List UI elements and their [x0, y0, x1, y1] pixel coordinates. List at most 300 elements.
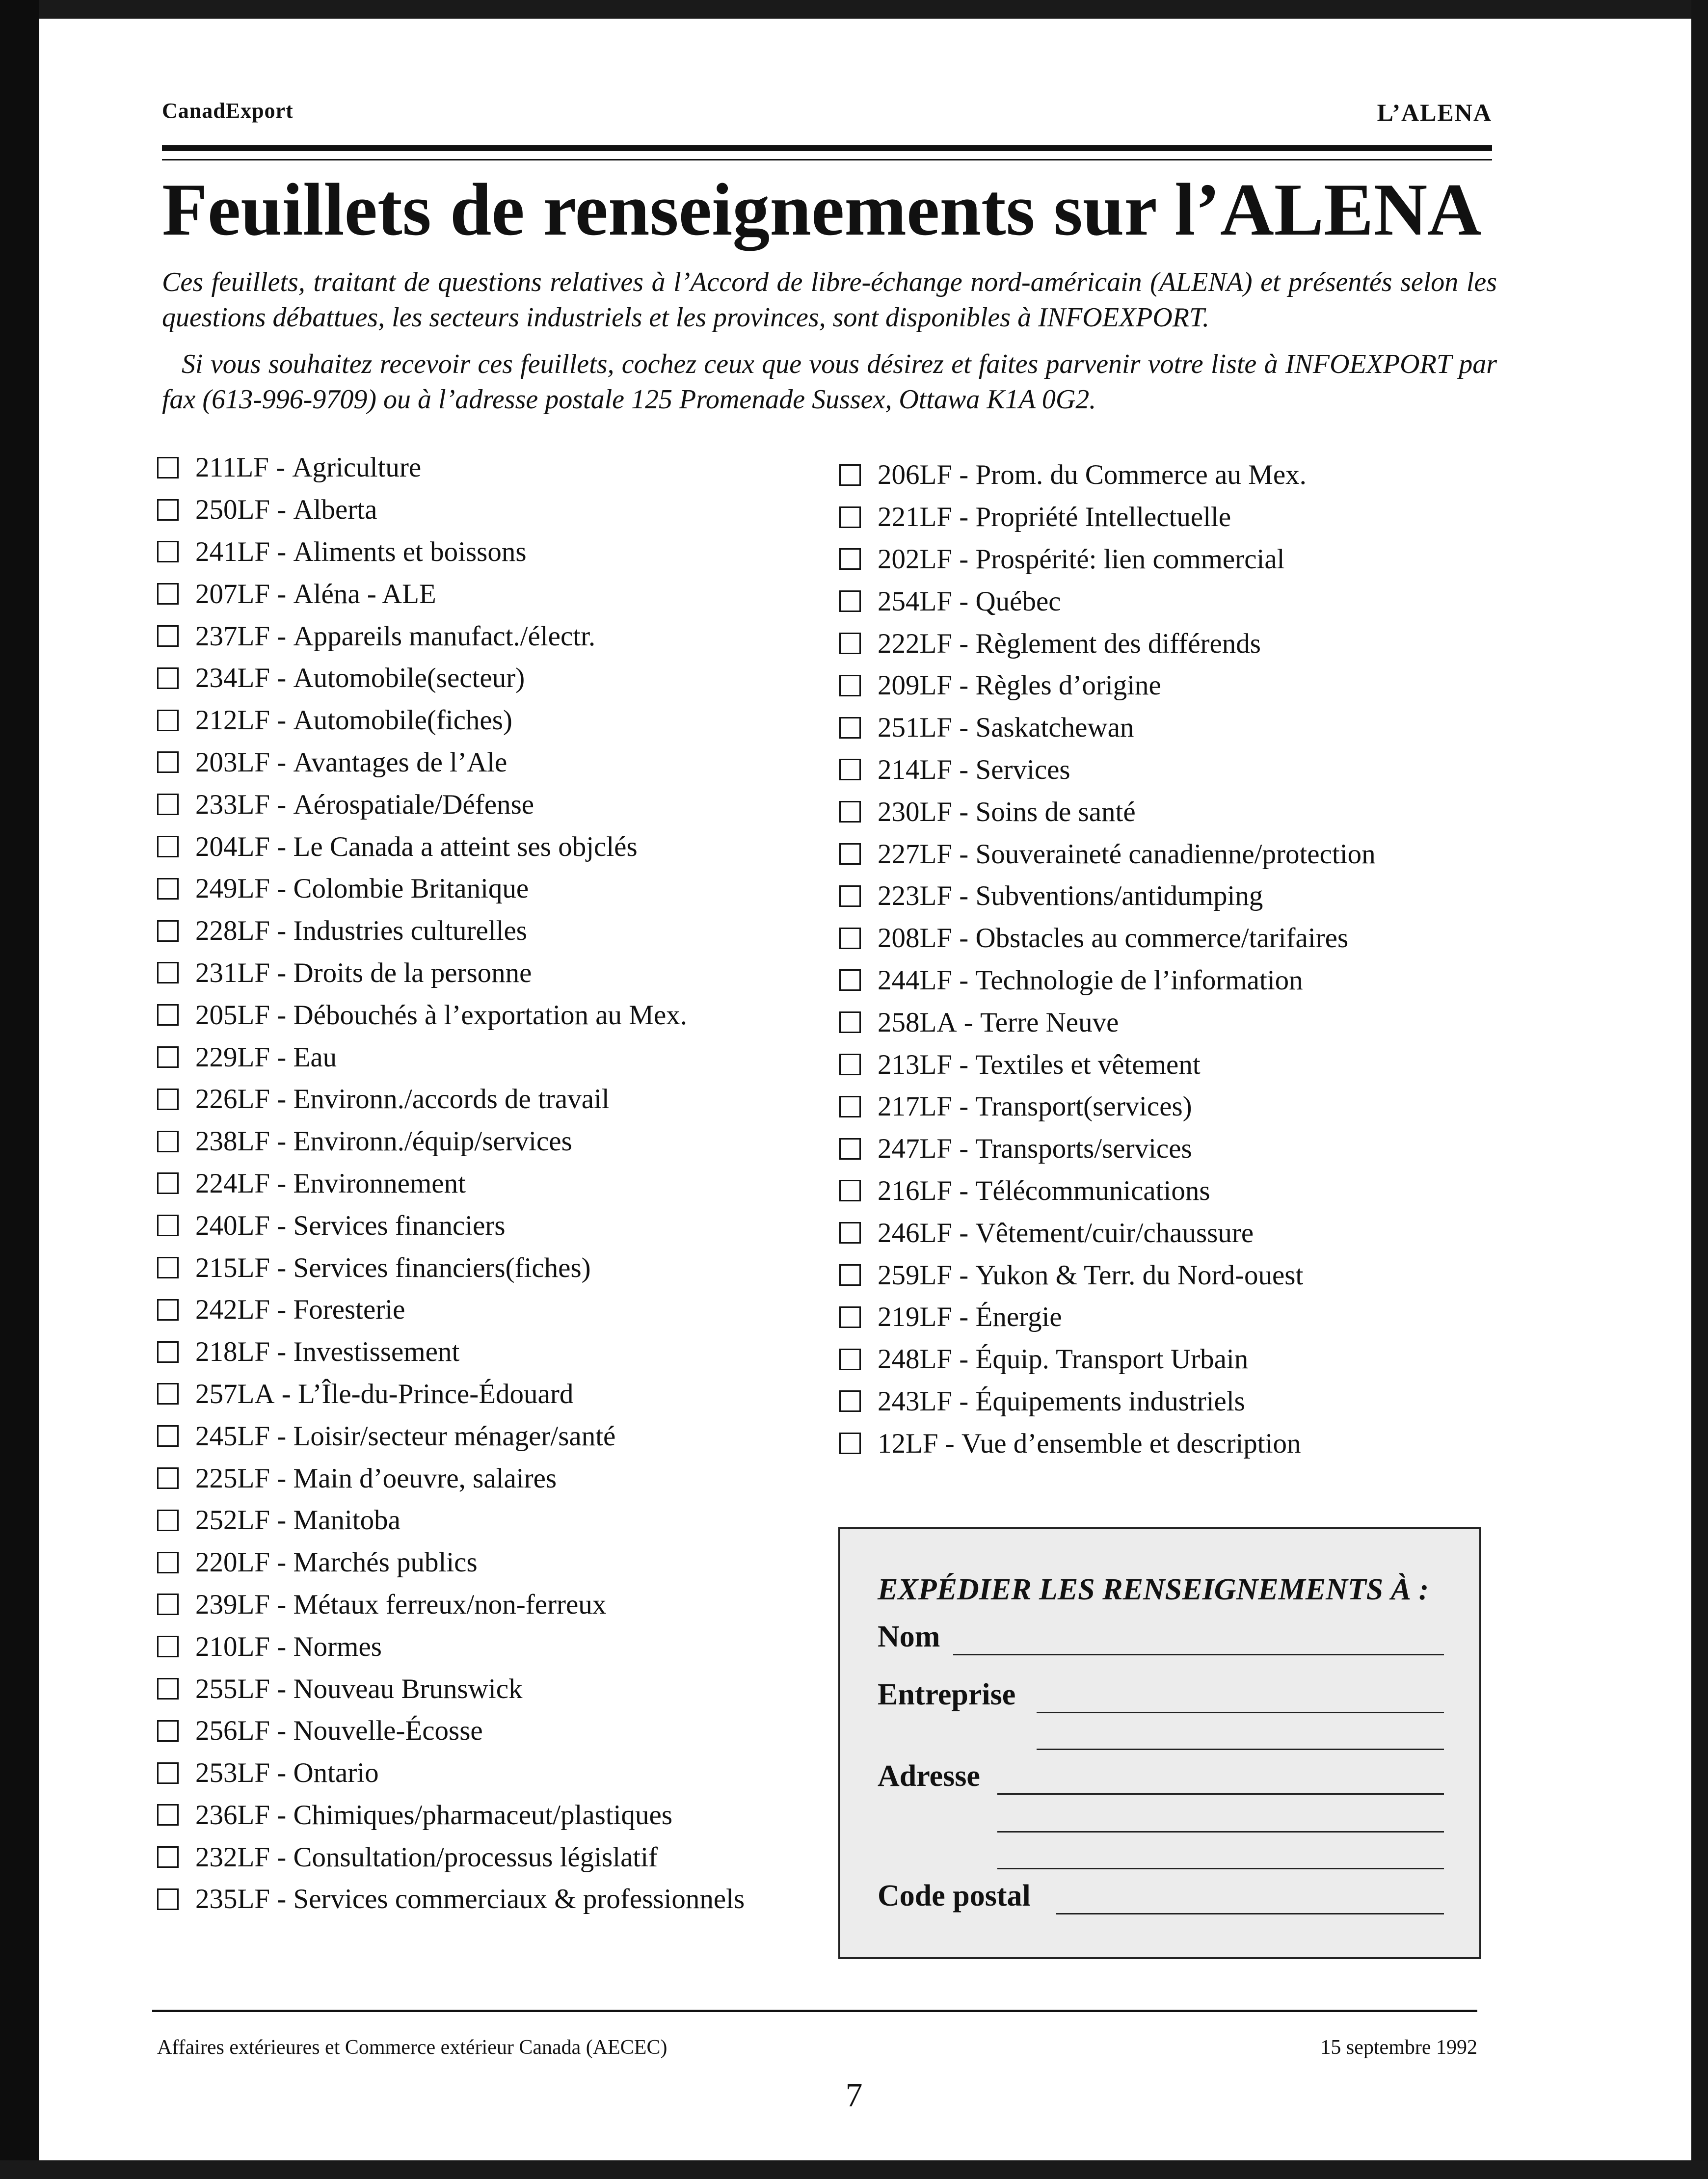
separator: - [957, 1007, 980, 1038]
fact-sheet-label: Soins de santé [975, 796, 1136, 827]
fact-sheet-code: 218LF [195, 1336, 270, 1368]
fact-sheet-label: Aléna - ALE [293, 578, 436, 610]
separator: - [952, 1259, 976, 1291]
fact-sheet-item [839, 496, 1376, 538]
fact-sheet-label: Subventions/antidumping [975, 880, 1263, 912]
fact-sheet-label: Automobile(fiches) [293, 705, 512, 736]
fact-sheet-code: 240LF [195, 1210, 270, 1241]
fact-sheet-code: 245LF [195, 1420, 270, 1452]
fact-sheet-label: Vêtement/cuir/chaussure [975, 1217, 1254, 1249]
checkbox[interactable] [839, 801, 861, 823]
fact-sheet-code: 216LF [878, 1175, 953, 1206]
page-number: 7 [845, 2076, 863, 2114]
fact-sheet-code: 217LF [878, 1091, 953, 1122]
page-title: Feuillets de renseignements sur l’ALENA [162, 168, 1482, 251]
checkbox[interactable] [839, 759, 861, 780]
separator: - [270, 1631, 294, 1662]
fact-sheet-label: Agriculture [292, 452, 422, 483]
fact-sheet-item [839, 1422, 1376, 1464]
checkbox[interactable] [839, 1054, 861, 1075]
separator: - [270, 663, 294, 694]
fact-sheet-code: 235LF [195, 1884, 270, 1915]
fact-sheet-label: Investissement [293, 1336, 460, 1368]
postal-code-field[interactable] [1056, 1913, 1444, 1914]
fact-sheet-item [157, 1247, 745, 1289]
separator: - [952, 754, 976, 785]
fact-sheet-item [157, 868, 745, 910]
checkbox[interactable] [839, 843, 861, 865]
fact-sheet-code: 241LF [195, 536, 270, 567]
separator: - [270, 1462, 294, 1494]
fact-sheet-label: Colombie Britanique [293, 873, 529, 904]
checkbox[interactable] [157, 583, 179, 605]
publication-name: CanadExport [162, 99, 294, 123]
fact-sheet-code: 212LF [195, 705, 270, 736]
fact-sheet-label: Services financiers(fiches) [293, 1252, 591, 1283]
fact-sheet-item [157, 1878, 745, 1920]
fact-sheet-code: 227LF [878, 838, 953, 870]
separator: - [952, 543, 976, 575]
fact-sheet-label: Équip. Transport Urbain [975, 1344, 1249, 1375]
fact-sheet-item [839, 1381, 1376, 1423]
fact-sheet-item [839, 1296, 1376, 1338]
fact-sheet-item [157, 699, 745, 742]
scan-edge-bottom [0, 2160, 1708, 2179]
fact-sheet-label: Marchés publics [293, 1547, 478, 1578]
checkbox[interactable] [157, 1678, 179, 1700]
fact-sheet-code: 210LF [195, 1631, 270, 1662]
checkbox[interactable] [157, 457, 179, 478]
separator: - [270, 1884, 294, 1915]
fact-sheet-label: Avantages de l’Ale [293, 746, 507, 778]
separator: - [270, 1547, 294, 1578]
checkbox[interactable] [839, 1306, 861, 1328]
separator: - [270, 1757, 294, 1789]
fact-sheet-label: Débouchés à l’exportation au Mex. [293, 999, 687, 1031]
fact-sheet-item [839, 1170, 1376, 1212]
name-field[interactable] [953, 1654, 1444, 1655]
footer-publisher: Affaires extérieures et Commerce extérieur Canada (AECEC) [157, 2036, 667, 2059]
separator: - [270, 620, 294, 652]
checkbox[interactable] [157, 499, 179, 521]
separator: - [270, 1210, 294, 1241]
checkbox[interactable] [839, 1011, 861, 1033]
separator: - [952, 1217, 976, 1249]
fact-sheet-label: Eau [293, 1041, 337, 1073]
separator: - [952, 502, 976, 533]
fact-sheet-item [157, 1078, 745, 1120]
fact-sheet-item [157, 994, 745, 1036]
fact-sheet-code: 207LF [195, 578, 270, 610]
footer-rule [152, 2010, 1477, 2012]
fact-sheet-item [157, 1499, 745, 1541]
company-field-line-2[interactable] [1037, 1749, 1444, 1750]
fact-sheet-label: Vue d’ensemble et description [961, 1428, 1301, 1459]
fact-sheet-code: 242LF [195, 1294, 270, 1326]
separator: - [270, 705, 294, 736]
fact-sheet-label: Textiles et vêtement [975, 1049, 1201, 1080]
fact-sheet-label: Saskatchewan [975, 712, 1134, 744]
checkbox[interactable] [157, 1215, 179, 1236]
checkbox[interactable] [157, 920, 179, 942]
fact-sheet-item [157, 1415, 745, 1457]
fact-sheet-code: 209LF [878, 670, 953, 701]
checkbox[interactable] [157, 1172, 179, 1194]
fact-sheet-item [839, 664, 1376, 707]
separator: - [952, 1302, 976, 1333]
address-field-line-3[interactable] [997, 1868, 1444, 1869]
checkbox[interactable] [157, 1636, 179, 1657]
checkbox[interactable] [157, 1131, 179, 1152]
checkbox[interactable] [157, 541, 179, 562]
fact-sheet-label: Télécommunications [975, 1175, 1210, 1206]
separator: - [270, 789, 294, 820]
fact-sheet-label: Transports/services [975, 1133, 1192, 1165]
fact-sheet-code: 236LF [195, 1799, 270, 1831]
separator: - [270, 957, 294, 988]
fact-sheet-code: 12LF [878, 1428, 938, 1459]
separator: - [952, 712, 976, 744]
fact-sheet-code: 206LF [878, 459, 953, 491]
checkbox[interactable] [839, 1096, 861, 1117]
fact-sheet-label: Le Canada a atteint ses objclés [293, 831, 638, 862]
fact-sheet-label: Services financiers [293, 1210, 506, 1241]
fact-sheet-item [157, 447, 745, 489]
fact-sheet-code: 252LF [195, 1505, 270, 1536]
checkbox[interactable] [157, 1762, 179, 1784]
separator: - [952, 796, 976, 827]
checkbox[interactable] [157, 1594, 179, 1615]
fact-sheet-code: 257LA [195, 1378, 275, 1409]
form-title: EXPÉDIER LES RENSEIGNEMENTS À : [878, 1573, 1429, 1606]
fact-sheet-label: Métaux ferreux/non-ferreux [293, 1589, 607, 1620]
fact-sheet-label: Normes [293, 1631, 382, 1662]
intro-paragraph-1: Ces feuillets, traitant de questions relatives à l’Accord de libre-échange nord-américain (ALENA) et présentés selon les questions débattues, les secteurs industriels et les provinces, sont disponibles à INFOEXPORT. [162, 267, 1497, 333]
fact-sheet-item [157, 1794, 745, 1836]
fact-sheet-code: 259LF [878, 1259, 953, 1291]
checkbox[interactable] [157, 625, 179, 647]
fact-sheet-label: Technologie de l’information [975, 964, 1303, 996]
fact-sheet-code: 232LF [195, 1841, 270, 1873]
fact-sheet-code: 228LF [195, 915, 270, 947]
separator: - [270, 1168, 294, 1199]
fact-sheet-label: Environn./équip/services [293, 1126, 572, 1157]
checkbox[interactable] [157, 1257, 179, 1278]
fact-sheet-code: 251LF [878, 712, 953, 744]
separator: - [270, 1126, 294, 1157]
separator: - [270, 1420, 294, 1452]
fact-sheet-label: Loisir/secteur ménager/santé [293, 1420, 616, 1452]
fact-sheet-label: Obstacles au commerce/tarifaires [975, 923, 1349, 954]
fact-sheet-label: Services [975, 754, 1070, 785]
fact-sheet-item [157, 573, 745, 615]
fact-sheet-code: 254LF [878, 585, 953, 617]
fact-sheet-label: Règlement des différends [975, 628, 1261, 659]
checkbox[interactable] [839, 506, 861, 528]
fact-sheet-item [157, 1204, 745, 1247]
fact-sheet-item [839, 917, 1376, 959]
fact-sheet-item [839, 1043, 1376, 1086]
fact-sheet-label: Environnement [293, 1168, 466, 1199]
fact-sheet-item [839, 833, 1376, 875]
fact-sheet-item [839, 1212, 1376, 1254]
address-field[interactable] [997, 1793, 1444, 1795]
checkbox[interactable] [839, 1138, 861, 1160]
fact-sheet-label: Prom. du Commerce au Mex. [975, 459, 1307, 491]
separator: - [270, 536, 294, 567]
separator: - [952, 628, 976, 659]
separator: - [952, 1385, 976, 1417]
separator: - [952, 1133, 976, 1165]
fact-sheet-label: Nouvelle-Écosse [293, 1715, 483, 1747]
separator: - [270, 1505, 294, 1536]
fact-sheet-item [839, 538, 1376, 581]
checkbox[interactable] [839, 1222, 861, 1244]
separator: - [270, 494, 294, 526]
fact-sheet-code: 255LF [195, 1673, 270, 1704]
fact-sheet-label: Yukon & Terr. du Nord-ouest [975, 1259, 1304, 1291]
company-field[interactable] [1037, 1712, 1444, 1713]
fact-sheet-item [157, 1584, 745, 1626]
separator: - [952, 923, 976, 954]
fact-sheet-label: Prospérité: lien commercial [975, 543, 1285, 575]
fact-sheet-label: Nouveau Brunswick [293, 1673, 523, 1704]
separator: - [952, 1049, 976, 1080]
intro-paragraph-2: Si vous souhaitez recevoir ces feuillets, cochez ceux que vous désirez et faites parvenir votre liste à INFOEXPORT par fax (613-996-9709) ou à l’adresse postale 125 Promenade Sussex, Ottawa K1A 0G2. [162, 349, 1497, 415]
fact-sheet-code: 224LF [195, 1168, 270, 1199]
separator: - [270, 578, 294, 610]
fact-sheet-item [157, 615, 745, 657]
fact-sheet-label: Environn./accords de travail [293, 1084, 610, 1115]
fact-sheet-code: 234LF [195, 663, 270, 694]
fact-sheet-label: Chimiques/pharmaceut/plastiques [293, 1799, 673, 1831]
checkbox[interactable] [839, 885, 861, 907]
checkbox[interactable] [157, 1720, 179, 1742]
fact-sheet-item [157, 742, 745, 784]
checkbox[interactable] [839, 548, 861, 570]
fact-sheet-code: 246LF [878, 1217, 953, 1249]
address-label: Adresse [878, 1759, 980, 1793]
checkbox[interactable] [839, 928, 861, 949]
fact-sheet-code: 250LF [195, 494, 270, 526]
checkbox[interactable] [839, 717, 861, 739]
separator: - [270, 1084, 294, 1115]
separator: - [270, 1252, 294, 1283]
checkbox[interactable] [157, 1467, 179, 1489]
fact-sheet-code: 248LF [878, 1344, 953, 1375]
fact-sheet-code: 249LF [195, 873, 270, 904]
checkbox[interactable] [839, 1390, 861, 1412]
fact-sheet-code: 239LF [195, 1589, 270, 1620]
name-label: Nom [878, 1620, 940, 1653]
separator: - [952, 964, 976, 996]
checkbox[interactable] [839, 1433, 861, 1454]
fact-sheet-code: 223LF [878, 880, 953, 912]
checkbox[interactable] [157, 1888, 179, 1910]
fact-sheet-code: 203LF [195, 746, 270, 778]
fact-sheet-item [157, 489, 745, 531]
fact-sheet-item [839, 1254, 1376, 1296]
fact-sheet-code: 253LF [195, 1757, 270, 1789]
separator: - [270, 999, 294, 1031]
fact-sheet-item [839, 875, 1376, 917]
checkbox[interactable] [157, 1046, 179, 1068]
checkbox[interactable] [157, 1089, 179, 1110]
fact-sheet-label: Automobile(secteur) [293, 663, 525, 694]
fact-sheet-label: Ontario [293, 1757, 379, 1789]
fact-sheet-label: Manitoba [293, 1505, 400, 1536]
separator: - [270, 873, 294, 904]
checkbox[interactable] [157, 836, 179, 857]
checkbox[interactable] [839, 969, 861, 991]
section-name: L’ALENA [1377, 99, 1492, 126]
fact-sheet-code: 221LF [878, 502, 953, 533]
fact-sheet-label: Terre Neuve [980, 1007, 1119, 1038]
fact-sheet-item [839, 622, 1376, 664]
fact-sheet-item [839, 959, 1376, 1002]
address-field-line-2[interactable] [997, 1831, 1444, 1833]
separator: - [952, 585, 976, 617]
separator: - [952, 1344, 976, 1375]
checkbox[interactable] [839, 633, 861, 654]
checkbox[interactable] [157, 1510, 179, 1531]
separator: - [268, 452, 293, 483]
fact-sheet-code: 211LF [195, 452, 269, 483]
fact-sheet-code: 256LF [195, 1715, 270, 1747]
fact-sheet-label: Main d’oeuvre, salaires [293, 1462, 557, 1494]
intro-text [162, 265, 1497, 418]
fact-sheet-item [839, 749, 1376, 791]
checkbox[interactable] [839, 464, 861, 486]
fact-sheet-item [157, 1331, 745, 1373]
fact-sheet-label: Alberta [293, 494, 377, 526]
fact-sheet-label: Souveraineté canadienne/protection [975, 838, 1376, 870]
checkbox[interactable] [157, 1846, 179, 1868]
fact-sheet-item [157, 952, 745, 994]
fact-sheet-code: 222LF [878, 628, 953, 659]
fact-sheet-item [157, 1163, 745, 1205]
fact-sheet-label: Transport(services) [975, 1091, 1192, 1122]
fact-sheet-item [157, 1710, 745, 1752]
checkbox[interactable] [157, 1804, 179, 1826]
separator: - [270, 1589, 294, 1620]
separator: - [270, 1841, 294, 1873]
footer-date: 15 septembre 1992 [1320, 2036, 1477, 2059]
separator: - [952, 459, 976, 491]
separator: - [270, 1294, 294, 1326]
separator: - [270, 1715, 294, 1747]
checkbox[interactable] [839, 1349, 861, 1370]
checkbox[interactable] [157, 751, 179, 773]
checkbox[interactable] [839, 675, 861, 696]
checkbox[interactable] [839, 1264, 861, 1286]
fact-sheet-item [157, 1120, 745, 1163]
checkbox[interactable] [157, 1425, 179, 1447]
fact-sheet-label: Aliments et boissons [293, 536, 527, 567]
fact-sheet-label: Énergie [975, 1302, 1062, 1333]
fact-sheet-code: 237LF [195, 620, 270, 652]
fact-sheet-code: 220LF [195, 1547, 270, 1578]
fact-sheet-item [157, 531, 745, 573]
fact-sheet-item [839, 1128, 1376, 1170]
checkbox[interactable] [157, 1004, 179, 1026]
checkbox[interactable] [839, 1180, 861, 1201]
separator: - [270, 746, 294, 778]
fact-sheet-code: 231LF [195, 957, 270, 988]
fact-sheet-code: 225LF [195, 1462, 270, 1494]
separator: - [952, 1175, 976, 1206]
fact-sheet-item [157, 1625, 745, 1668]
fact-sheet-label: Droits de la personne [293, 957, 532, 988]
company-label: Entreprise [878, 1678, 1016, 1711]
separator: - [274, 1378, 298, 1409]
header-rule-thick [162, 145, 1492, 151]
fact-sheet-item [157, 1457, 745, 1499]
fact-sheet-list-right [839, 454, 1376, 1464]
fact-sheet-label: L’Île-du-Prince-Édouard [297, 1378, 574, 1409]
fact-sheet-item [839, 707, 1376, 749]
fact-sheet-code: 229LF [195, 1041, 270, 1073]
checkbox[interactable] [157, 1383, 179, 1405]
fact-sheet-label: Aérospatiale/Défense [293, 789, 534, 820]
postal-code-label: Code postal [878, 1879, 1031, 1913]
fact-sheet-code: 243LF [878, 1385, 953, 1417]
fact-sheet-item [157, 910, 745, 952]
fact-sheet-code: 238LF [195, 1126, 270, 1157]
fact-sheet-item [839, 454, 1376, 496]
fact-sheet-code: 219LF [878, 1302, 953, 1333]
fact-sheet-code: 233LF [195, 789, 270, 820]
fact-sheet-label: Foresterie [293, 1294, 405, 1326]
fact-sheet-code: 214LF [878, 754, 953, 785]
checkbox[interactable] [157, 667, 179, 689]
fact-sheet-item [157, 1836, 745, 1878]
fact-sheet-item [839, 1338, 1376, 1381]
separator: - [952, 1091, 976, 1122]
fact-sheet-code: 215LF [195, 1252, 270, 1283]
checkbox[interactable] [157, 962, 179, 983]
checkbox[interactable] [157, 1341, 179, 1363]
fact-sheet-code: 226LF [195, 1084, 270, 1115]
fact-sheet-code: 213LF [878, 1049, 953, 1080]
fact-sheet-code: 258LA [878, 1007, 957, 1038]
checkbox[interactable] [839, 590, 861, 612]
fact-sheet-label: Consultation/processus législatif [293, 1841, 658, 1873]
scan-edge-left [0, 0, 39, 2179]
fact-sheet-code: 230LF [878, 796, 953, 827]
separator: - [270, 831, 294, 862]
fact-sheet-label: Québec [975, 585, 1061, 617]
checkbox[interactable] [157, 1552, 179, 1573]
fact-sheet-label: Appareils manufact./électr. [293, 620, 596, 652]
checkbox[interactable] [157, 878, 179, 900]
separator: - [270, 1799, 294, 1831]
separator: - [270, 915, 294, 947]
checkbox[interactable] [157, 710, 179, 731]
header-rule-thin [162, 159, 1492, 160]
fact-sheet-item [839, 791, 1376, 833]
separator: - [952, 880, 976, 912]
fact-sheet-code: 204LF [195, 831, 270, 862]
fact-sheet-item [157, 1668, 745, 1710]
fact-sheet-item [157, 1289, 745, 1331]
checkbox[interactable] [157, 794, 179, 815]
fact-sheet-code: 247LF [878, 1133, 953, 1165]
fact-sheet-code: 205LF [195, 999, 270, 1031]
separator: - [270, 1336, 294, 1368]
separator: - [270, 1673, 294, 1704]
checkbox[interactable] [157, 1299, 179, 1321]
